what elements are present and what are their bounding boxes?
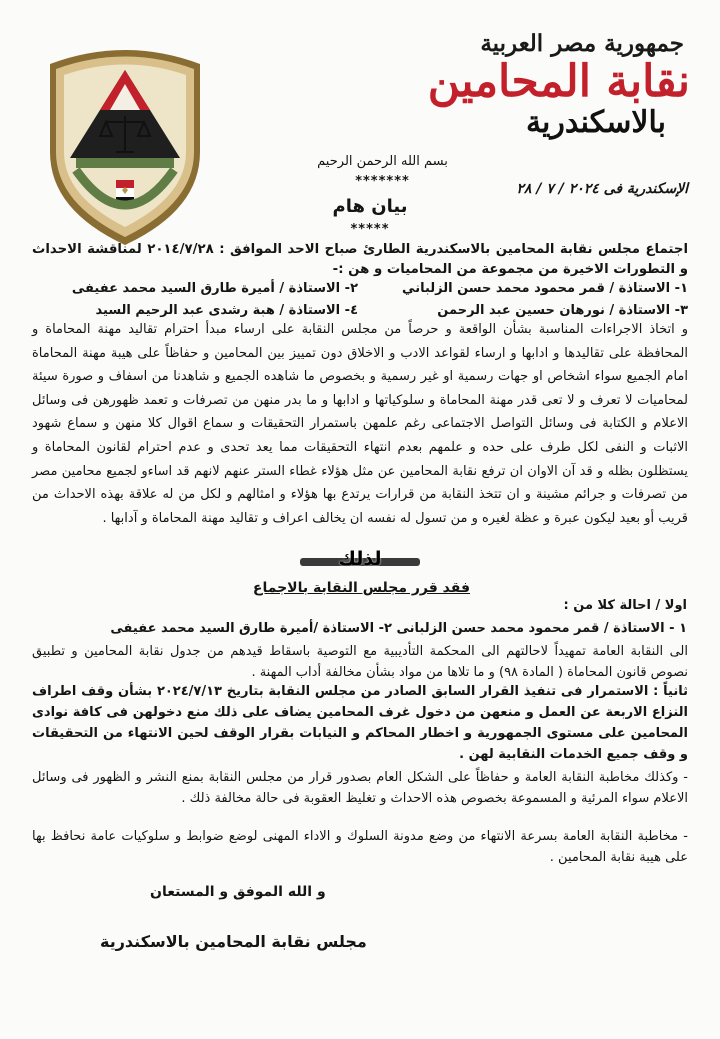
city-name: بالاسكندرية [525, 105, 666, 141]
therefore-label: لذلك [338, 548, 382, 570]
decision-heading: فقد قرر مجلس النقابة بالاجماع [252, 580, 470, 596]
name-1: ١- الاستاذة / قمر محمود محمد حسن الزلباني [402, 281, 688, 296]
referral-paragraph: الى النقابة العامة تمهيداً لاحالتهم الى المحكمة التأديبية مع التوصية باسقاط قيدهم من جدول نقابة المحامين و تطبيق نصوص قانون المحاماة ( المادة ٩٨) و ما تلاها من مواد بشأن مخالفة أداب المهنة . [32, 644, 688, 680]
names-list [32, 278, 688, 322]
name-4: ٤- الاستاذة / هبة رشدى عبد الرحيم السيد [95, 303, 358, 318]
stars-divider: ******* [355, 174, 410, 189]
name-3: ٣- الاستاذة / نورهان حسين عبد الرحمن [437, 303, 688, 318]
therefore-heading [300, 548, 420, 574]
intro-paragraph: اجتماع مجلس نقابة المحامين بالاسكندرية الطارئ صباح الاحد الموافق : ٢٠١٤/٧/٢٨ لمناقشة الاحداث و التطورات الاخيرة من مجموعة من المحاميات و هن :- [32, 242, 688, 277]
media-ban-paragraph: - وكذلك مخاطبة النقابة العامة و حفاظاً على الشكل العام بصدور قرار من مجلس النقابة بمنع النشر و الظهور فى وسائل الاعلام سواء المرئية و المسموعة بخصوص هذه الاحداث و تغليظ العقوبة فى حالة مخالفة ذلك . [32, 770, 688, 807]
second-item-paragraph: ثانياً : الاستمرار فى تنفيذ القرار السابق الصادر من مجلس النقابة بتاريخ ٢٠٢٤/٧/١٣ بشأن وقف اطراف النزاع الاربعة عن العمل و منعهن من دخول غرف المحامين يضاف على ذلك منع دخولهن فى كافة نوادى المحامين على مستوى الجمهورية و اخطار المحاكم و النيابات بقرار الوقف لحين الانتهاء من التحقيقات و وقف جميع الخدمات النقابية لهن . [32, 684, 688, 762]
syndicate-name: نقابة المحامين [427, 56, 690, 107]
council-signature: مجلس نقابة المحامين بالاسكندرية [100, 932, 367, 951]
referred-names: ١ - الاستاذة / قمر محمود محمد حسن الزلبانى ٢- الاستاذة /أميرة طارق السيد محمد عفيفى [110, 621, 687, 636]
letterhead [400, 30, 690, 141]
syndicate-emblem [36, 40, 214, 250]
first-item-heading: اولا / احالة كلا من : [563, 598, 687, 613]
statement-paragraph: و اتخاذ الاجراءات المناسبة بشأن الواقعة و حرصاً من مجلس النقابة على ارساء مبدأ احترام تقاليد مهنة المحاماة و المحافظة على تقاليدها و ادابها و ارساء لقواعد الادب و الاخلاق دون تمييز بين المحامين و حفاظاً على هيبة مهنة المحاماة امام الجميع سواء اشخاص او جهات رسمية او غير رسمية و بخصوص ما شاهده الجميع و شاهدنا من اسفاف و صورة سيئة لمحاميات لا تعرف و لا تعى قدر مهنة المحاماة و سلوكياتها و ادابها و ما بدر منهن من تصرفات و تعمد ظهورهن فى وسائل الاعلام و الكتابة فى وسائل التواصل الاجتماعى رغم علمهن باستمرار التحقيقات و سماع اقوال كلا منهن و سماع شهود الاثبات و النفى لكل طرف على حده و علمهم بعدم انتهاء التحقيقات مما يعد تحدى و عدم احترام لقانون المحاماة و يستظلون بظله و قد آن الاوان ان ترفع نقابة المحامين عن مثل هؤلاء غطاء الستر عنهم لانهم قد اساءو لجميع محامين مصر من تصرفات و جرائم مشينة و ان تتخذ النقابة من قرارات يرتدع بها هؤلاء و امثالهم و لكل من له علاقة بهذه الاحداث من قريب أو بعيد ليكون عبرة و عظة لغيره و من تسول له نفسه ان يخالف اعراف و تقاليد مهنة المحاماة و آدابها . [32, 322, 688, 526]
emblem-logo-icon [36, 40, 214, 250]
name-2: ٢- الاستاذة / أميرة طارق السيد محمد عفيفى [71, 281, 358, 296]
document-title: بيان هام [332, 196, 408, 217]
stars-divider-2: ***** [350, 222, 390, 237]
country-name: جمهورية مصر العربية [480, 30, 684, 57]
closing-line: و الله الموفق و المستعان [150, 884, 326, 900]
basmala: بسم الله الرحمن الرحيم [317, 154, 448, 169]
code-of-conduct-paragraph: - مخاطبة النقابة العامة بسرعة الانتهاء من وضع مدونة السلوك و الاداء المهنى لوضع ضوابط و سلوكيات عامة نحافظ بها على هيبة نقابة المحامين . [32, 829, 688, 865]
dateline: الإسكندرية فى ٢٠٢٤ / ٧ / ٢٨ [516, 181, 688, 197]
